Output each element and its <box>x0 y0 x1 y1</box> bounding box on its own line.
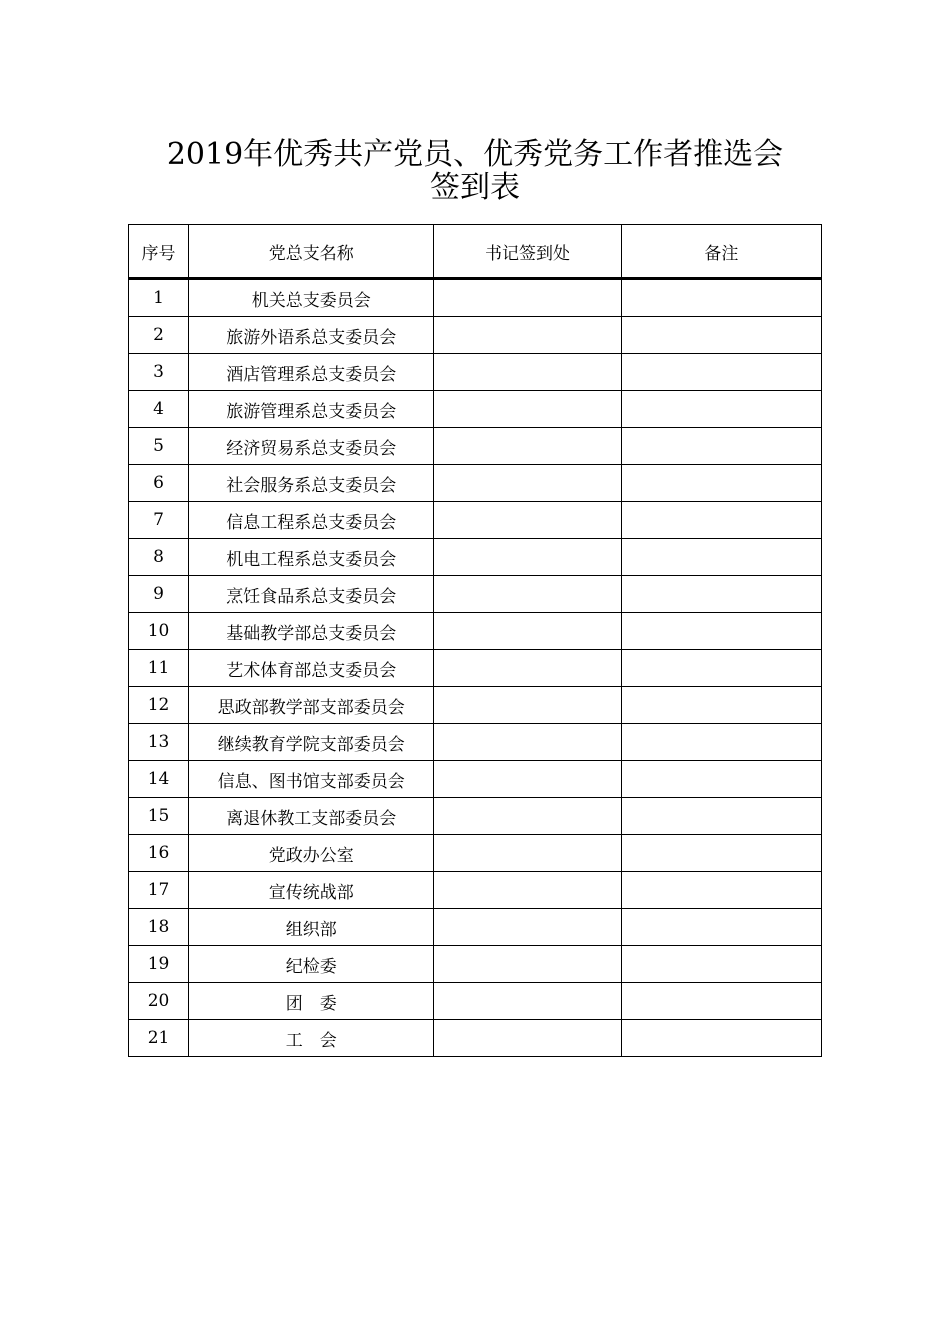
remarks-cell[interactable] <box>621 761 821 798</box>
table-row <box>129 835 822 872</box>
remarks-cell[interactable] <box>621 317 821 354</box>
remarks-cell[interactable] <box>621 835 821 872</box>
serial-number-cell: 3 <box>129 354 189 391</box>
table-row <box>129 983 822 1020</box>
table-row <box>129 391 822 428</box>
table-row <box>129 724 822 761</box>
remarks-cell[interactable] <box>621 687 821 724</box>
signature-cell[interactable] <box>434 798 621 835</box>
remarks-cell[interactable] <box>621 1020 821 1057</box>
remarks-cell[interactable] <box>621 465 821 502</box>
table-row <box>129 798 822 835</box>
branch-name-cell: 宣传统战部 <box>189 872 434 909</box>
signature-cell[interactable] <box>434 576 621 613</box>
table-row <box>129 650 822 687</box>
remarks-cell[interactable] <box>621 279 821 317</box>
serial-number-cell: 6 <box>129 465 189 502</box>
serial-number-cell: 11 <box>129 650 189 687</box>
branch-name-cell: 信息、图书馆支部委员会 <box>189 761 434 798</box>
table-row <box>129 687 822 724</box>
signature-cell[interactable] <box>434 391 621 428</box>
signature-cell[interactable] <box>434 687 621 724</box>
signature-cell[interactable] <box>434 428 621 465</box>
signature-cell[interactable] <box>434 983 621 1020</box>
serial-number-cell: 18 <box>129 909 189 946</box>
branch-name-cell: 继续教育学院支部委员会 <box>189 724 434 761</box>
branch-name-cell: 工 会 <box>189 1020 434 1057</box>
serial-number-cell: 10 <box>129 613 189 650</box>
serial-number-cell: 21 <box>129 1020 189 1057</box>
serial-number-cell: 1 <box>129 279 189 317</box>
sign-in-table <box>128 224 822 1057</box>
table-body <box>129 279 822 1057</box>
remarks-cell[interactable] <box>621 650 821 687</box>
signature-cell[interactable] <box>434 354 621 391</box>
header-secretary-signature: 书记签到处 <box>434 225 621 279</box>
branch-name-cell: 旅游外语系总支委员会 <box>189 317 434 354</box>
remarks-cell[interactable] <box>621 613 821 650</box>
branch-name-cell: 机电工程系总支委员会 <box>189 539 434 576</box>
signature-cell[interactable] <box>434 539 621 576</box>
table-row <box>129 539 822 576</box>
remarks-cell[interactable] <box>621 724 821 761</box>
signature-cell[interactable] <box>434 872 621 909</box>
branch-name-cell: 思政部教学部支部委员会 <box>189 687 434 724</box>
branch-name-cell: 机关总支委员会 <box>189 279 434 317</box>
serial-number-cell: 17 <box>129 872 189 909</box>
table-row <box>129 1020 822 1057</box>
remarks-cell[interactable] <box>621 539 821 576</box>
branch-name-cell: 基础教学部总支委员会 <box>189 613 434 650</box>
remarks-cell[interactable] <box>621 872 821 909</box>
table-row <box>129 428 822 465</box>
header-remarks: 备注 <box>621 225 821 279</box>
branch-name-cell: 社会服务系总支委员会 <box>189 465 434 502</box>
header-branch-name: 党总支名称 <box>189 225 434 279</box>
signature-cell[interactable] <box>434 465 621 502</box>
document-subtitle: 签到表 <box>430 170 520 205</box>
table-row <box>129 613 822 650</box>
serial-number-cell: 13 <box>129 724 189 761</box>
serial-number-cell: 2 <box>129 317 189 354</box>
table-row <box>129 576 822 613</box>
branch-name-cell: 旅游管理系总支委员会 <box>189 391 434 428</box>
table-row <box>129 317 822 354</box>
table-row <box>129 279 822 317</box>
branch-name-cell: 组织部 <box>189 909 434 946</box>
serial-number-cell: 12 <box>129 687 189 724</box>
serial-number-cell: 14 <box>129 761 189 798</box>
table-row <box>129 946 822 983</box>
remarks-cell[interactable] <box>621 909 821 946</box>
branch-name-cell: 团 委 <box>189 983 434 1020</box>
signature-cell[interactable] <box>434 279 621 317</box>
signature-cell[interactable] <box>434 613 621 650</box>
remarks-cell[interactable] <box>621 391 821 428</box>
signature-cell[interactable] <box>434 1020 621 1057</box>
table-header-row <box>129 225 822 279</box>
table-row <box>129 502 822 539</box>
signature-cell[interactable] <box>434 946 621 983</box>
branch-name-cell: 党政办公室 <box>189 835 434 872</box>
remarks-cell[interactable] <box>621 946 821 983</box>
remarks-cell[interactable] <box>621 798 821 835</box>
branch-name-cell: 纪检委 <box>189 946 434 983</box>
table-row <box>129 909 822 946</box>
signature-cell[interactable] <box>434 724 621 761</box>
branch-name-cell: 烹饪食品系总支委员会 <box>189 576 434 613</box>
serial-number-cell: 19 <box>129 946 189 983</box>
signature-cell[interactable] <box>434 761 621 798</box>
branch-name-cell: 艺术体育部总支委员会 <box>189 650 434 687</box>
serial-number-cell: 9 <box>129 576 189 613</box>
document-title: 2019年优秀共产党员、优秀党务工作者推选会 <box>166 137 784 172</box>
header-serial-number: 序号 <box>129 225 189 279</box>
remarks-cell[interactable] <box>621 983 821 1020</box>
serial-number-cell: 20 <box>129 983 189 1020</box>
signature-cell[interactable] <box>434 650 621 687</box>
signature-cell[interactable] <box>434 317 621 354</box>
remarks-cell[interactable] <box>621 428 821 465</box>
signature-cell[interactable] <box>434 909 621 946</box>
branch-name-cell: 经济贸易系总支委员会 <box>189 428 434 465</box>
serial-number-cell: 8 <box>129 539 189 576</box>
signature-cell[interactable] <box>434 502 621 539</box>
branch-name-cell: 离退休教工支部委员会 <box>189 798 434 835</box>
serial-number-cell: 16 <box>129 835 189 872</box>
remarks-cell[interactable] <box>621 354 821 391</box>
table-row <box>129 872 822 909</box>
serial-number-cell: 4 <box>129 391 189 428</box>
serial-number-cell: 7 <box>129 502 189 539</box>
table-row <box>129 761 822 798</box>
table-row <box>129 465 822 502</box>
remarks-cell[interactable] <box>621 502 821 539</box>
branch-name-cell: 信息工程系总支委员会 <box>189 502 434 539</box>
serial-number-cell: 15 <box>129 798 189 835</box>
remarks-cell[interactable] <box>621 576 821 613</box>
signature-cell[interactable] <box>434 835 621 872</box>
branch-name-cell: 酒店管理系总支委员会 <box>189 354 434 391</box>
table-row <box>129 354 822 391</box>
serial-number-cell: 5 <box>129 428 189 465</box>
